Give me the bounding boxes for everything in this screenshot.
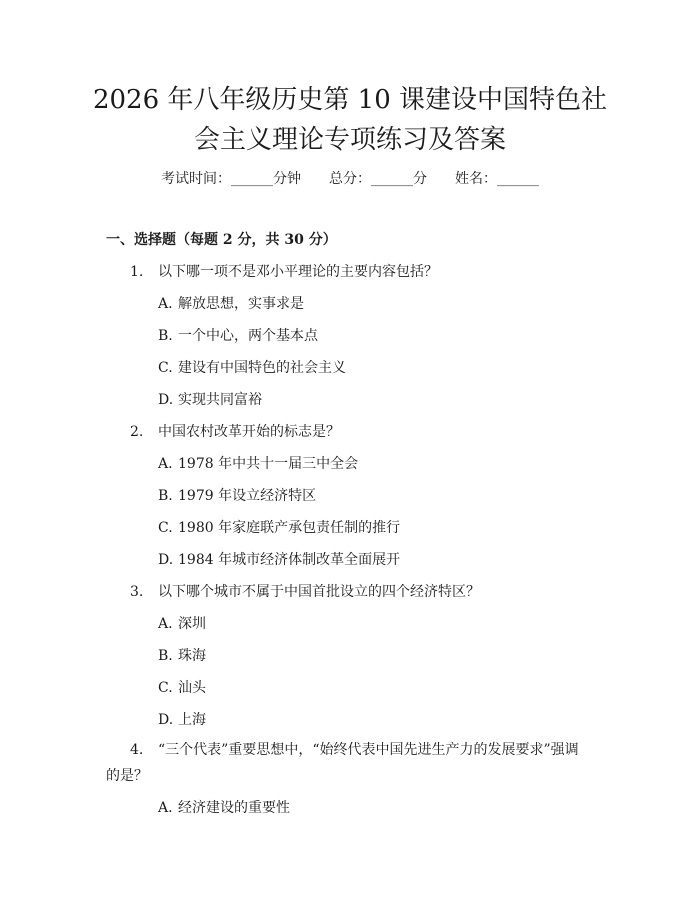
option-text: 汕头 xyxy=(178,680,206,696)
student-name: 姓名：______ xyxy=(455,171,539,187)
option-text: 经济建设的重要性 xyxy=(178,800,290,816)
option-text: 1979 年设立经济特区 xyxy=(178,488,317,504)
option-letter: B. xyxy=(158,488,173,504)
option-text: 建设有中国特色的社会主义 xyxy=(178,360,346,376)
question-4-continued: 的是？ xyxy=(106,768,148,784)
question-text: 中国农村改革开始的标志是？ xyxy=(158,424,340,440)
option-3d xyxy=(158,709,206,729)
option-letter: B. xyxy=(158,328,173,344)
question-number: 1. xyxy=(130,264,144,280)
page-title xyxy=(0,80,700,160)
question-4: 4. “三个代表”重要思想中，“始终代表中国先进生产力的发展要求”强调 xyxy=(130,742,579,758)
question-number: 2. xyxy=(130,424,144,440)
option-letter: A. xyxy=(158,800,173,816)
option-4a xyxy=(158,797,290,817)
question-text-line-1: “三个代表”重要思想中，“始终代表中国先进生产力的发展要求”强调 xyxy=(158,742,579,758)
section-heading: 一、选择题（每题 2 分，共 30 分） xyxy=(106,232,337,248)
option-2b xyxy=(158,485,316,505)
option-letter: D. xyxy=(158,552,174,568)
option-letter: C. xyxy=(158,520,173,536)
option-letter: D. xyxy=(158,712,174,728)
title-line-1: 2026 年八年级历史第 10 课建设中国特色社 xyxy=(92,85,608,115)
option-2d xyxy=(158,549,400,569)
option-letter: B. xyxy=(158,648,173,664)
option-3c xyxy=(158,677,206,697)
question-text: 以下哪一项不是邓小平理论的主要内容包括？ xyxy=(158,264,438,280)
option-2a xyxy=(158,453,358,473)
option-text: 实现共同富裕 xyxy=(178,392,262,408)
option-3a xyxy=(158,613,206,633)
option-1a xyxy=(158,293,304,313)
option-1c xyxy=(158,357,346,377)
option-letter: C. xyxy=(158,680,173,696)
option-letter: C. xyxy=(158,360,173,376)
option-text: 珠海 xyxy=(178,648,206,664)
title-line-2: 会主义理论专项练习及答案 xyxy=(193,125,506,155)
option-letter: D. xyxy=(158,392,174,408)
option-letter: A. xyxy=(158,616,173,632)
question-number: 3. xyxy=(130,584,144,600)
option-3b xyxy=(158,645,206,665)
question-2 xyxy=(130,421,340,441)
option-1d xyxy=(158,389,262,409)
exam-info xyxy=(0,168,700,188)
question-3 xyxy=(130,581,480,601)
option-letter: A. xyxy=(158,296,173,312)
exam-time: 考试时间：______分钟 xyxy=(161,171,301,187)
option-letter: A. xyxy=(158,456,173,472)
option-2c xyxy=(158,517,400,537)
question-text: 以下哪个城市不属于中国首批设立的四个经济特区？ xyxy=(158,584,480,600)
option-text: 1980 年家庭联产承包责任制的推行 xyxy=(178,520,401,536)
option-text: 1978 年中共十一届三中全会 xyxy=(178,456,359,472)
option-text: 上海 xyxy=(178,712,206,728)
exam-score: 总分：______分 xyxy=(329,171,427,187)
option-text: 一个中心，两个基本点 xyxy=(178,328,318,344)
option-text: 深圳 xyxy=(178,616,206,632)
question-1 xyxy=(130,261,438,281)
option-text: 1984 年城市经济体制改革全面展开 xyxy=(178,552,401,568)
option-1b xyxy=(158,325,318,345)
option-text: 解放思想，实事求是 xyxy=(178,296,304,312)
